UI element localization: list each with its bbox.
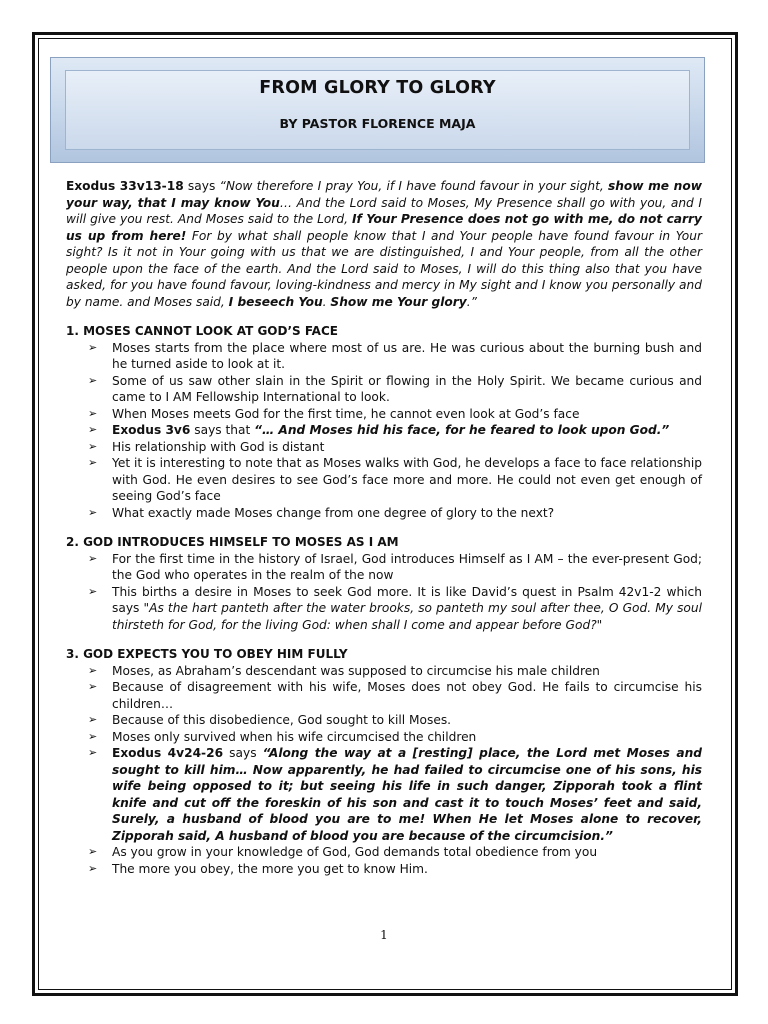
section-2-list [66, 551, 702, 634]
list-item [66, 729, 702, 746]
list-item-text: For the first time in the history of Israel, God introduces Himself as I AM – the ever-present God; the God who operates in the realm of the now [112, 551, 702, 582]
list-item-text: says [223, 746, 263, 760]
list-item-text: Moses, as Abraham’s descendant was supposed to circumcise his male children [112, 663, 600, 678]
scripture-quote: “… And Moses hid his face, for he feared to look upon God.” [254, 423, 670, 437]
section-3 [66, 646, 702, 877]
list-item [66, 505, 702, 522]
arrow-bullet-icon: ➢ [88, 729, 98, 743]
arrow-bullet-icon: ➢ [88, 845, 98, 858]
intro-quote-3: For by what shall people know that I and Your people have found favour in Your sight? Is it not in Your going with us that we are distinguished, I and Your people, from all the other people upon the face of the earth. And the Lord said to Moses, I will do this thing also that you have asked, for you have found favour, loving-kindness and mercy in My sight and I know you personally and by name. and Moses said, [66, 228, 702, 309]
arrow-bullet-icon: ➢ [88, 340, 98, 354]
list-item [66, 584, 702, 634]
document-body [66, 178, 702, 877]
section-2-heading: 2. GOD INTRODUCES HIMSELF TO MOSES AS I AM [66, 535, 399, 549]
list-item [66, 551, 702, 584]
intro-emphasis-4: Show me Your glory [330, 294, 467, 309]
page-title: FROM GLORY TO GLORY [259, 78, 496, 98]
list-item [66, 373, 702, 406]
intro-quote-2: … And the Lord said to Moses, My Presence shall go with you, and I will give you rest. And Moses said to the Lord, [66, 195, 702, 226]
scripture-quote: "As the hart panteth after the water brooks, so panteth my soul after thee, O God. My soul thirsteth for God, for the living God: when shall I come and appear before God?" [112, 601, 702, 632]
arrow-bullet-icon: ➢ [88, 584, 98, 598]
list-item [66, 861, 702, 878]
list-item-text: Because of disagreement with his wife, Moses does not obey God. He fails to circumcise his children… [112, 680, 702, 711]
arrow-bullet-icon: ➢ [88, 505, 98, 519]
list-item-text: says that [190, 423, 255, 437]
list-item [66, 406, 702, 423]
list-item-text: Yet it is interesting to note that as Moses walks with God, he develops a face to face relationship with God. He even desires to see God’s face more and more. He could not even get enough of seeing God’s face [112, 456, 702, 503]
arrow-bullet-icon: ➢ [88, 406, 98, 420]
arrow-bullet-icon: ➢ [88, 663, 98, 677]
list-item [66, 844, 702, 861]
section-3-heading: 3. GOD EXPECTS YOU TO OBEY HIM FULLY [66, 647, 348, 661]
list-item [66, 340, 702, 373]
arrow-bullet-icon: ➢ [88, 373, 98, 387]
arrow-bullet-icon: ➢ [88, 746, 98, 759]
intro-emphasis-1: show me now your way, that I may know You [66, 179, 702, 210]
list-item [66, 679, 702, 712]
list-item [66, 712, 702, 729]
section-1 [66, 323, 702, 521]
list-item [66, 439, 702, 456]
list-item-text: The more you obey, the more you get to know Him. [112, 861, 428, 876]
page-number: 1 [380, 928, 388, 942]
list-item-text: His relationship with God is distant [112, 439, 325, 454]
page-subtitle: BY PASTOR FLORENCE MAJA [279, 116, 476, 131]
arrow-bullet-icon: ➢ [88, 423, 98, 436]
list-item-text: When Moses meets God for the first time, he cannot even look at God’s face [112, 406, 580, 421]
intro-emphasis-3: I beseech You [228, 294, 323, 309]
intro-paragraph [66, 178, 702, 310]
scripture-quote: “Along the way at a [resting] place, the Lord met Moses and sought to kill him… Now apparently, he had failed to circumcise one of his sons, his wife being opposed to it; but seeing his life in such danger, Zipporah took a flint knife and cut off the foreskin of his son and cast it to touch Moses’ feet and said, Surely, a husband of blood you are to me! When He let Moses alone to recover, Zipporah said, A husband of blood you are because of the circumcision.” [112, 746, 702, 843]
list-item-text: This births a desire in Moses to seek God more. It is like David’s quest in Psalm 42v1-2 which says [112, 584, 702, 615]
title-banner [50, 57, 705, 163]
list-item-text: Moses starts from the place where most of us are. He was curious about the burning bush and he turned aside to look at it. [112, 340, 702, 371]
arrow-bullet-icon: ➢ [88, 680, 98, 693]
list-item-text: What exactly made Moses change from one degree of glory to the next? [112, 505, 555, 520]
arrow-bullet-icon: ➢ [88, 861, 98, 875]
arrow-bullet-icon: ➢ [88, 456, 98, 469]
scripture-reference: Exodus 4v24-26 [112, 746, 224, 760]
arrow-bullet-icon: ➢ [88, 713, 98, 726]
section-1-list [66, 340, 702, 522]
arrow-bullet-icon: ➢ [88, 439, 98, 453]
list-item-text: Some of us saw other slain in the Spirit or flowing in the Holy Spirit. We became curious and came to I AM Fellowship International to look. [112, 373, 702, 404]
intro-quote-4: . [322, 294, 331, 309]
list-item [66, 422, 702, 439]
scripture-reference: Exodus 33v13-18 [66, 179, 184, 193]
section-2 [66, 534, 702, 633]
list-item-text: As you grow in your knowledge of God, God demands total obedience from you [112, 845, 598, 859]
arrow-bullet-icon: ➢ [88, 551, 98, 565]
section-3-list [66, 663, 702, 878]
list-item-text: Because of this disobedience, God sought to kill Moses. [112, 713, 452, 727]
list-item [66, 745, 702, 844]
list-item-text: Moses only survived when his wife circumcised the children [112, 729, 477, 744]
intro-emphasis-2: If Your Presence does not go with me, do not carry us up from here! [66, 212, 702, 243]
list-item [66, 455, 702, 505]
intro-quote-1: “Now therefore I pray You, if I have found favour in your sight, [219, 179, 608, 193]
scripture-reference: Exodus 3v6 [112, 423, 191, 437]
intro-quote-5: .” [466, 294, 477, 309]
section-1-heading: 1. MOSES CANNOT LOOK AT GOD’S FACE [66, 324, 338, 338]
list-item [66, 663, 702, 680]
intro-says: says [183, 179, 220, 193]
